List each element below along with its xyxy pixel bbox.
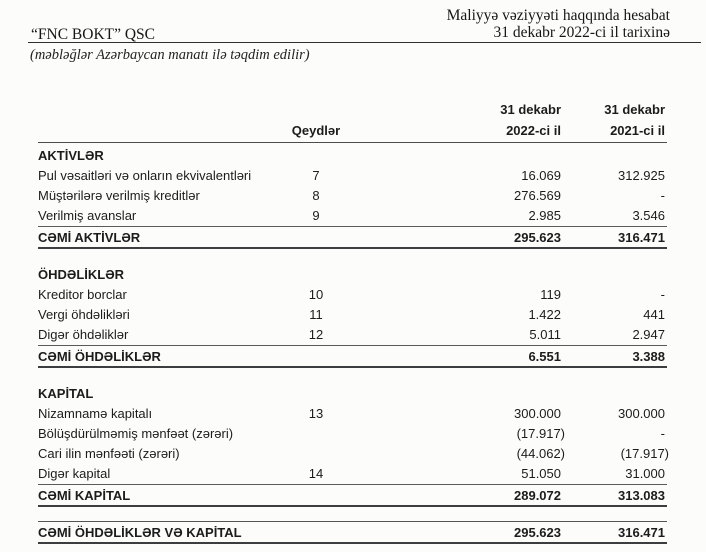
report-title-line1: Maliyyə vəziyyəti haqqında hesabat <box>446 7 670 24</box>
total-value-2021: 3.388 <box>632 349 665 364</box>
row-label: Verilmiş avanslar <box>38 208 137 223</box>
section-assets <box>38 146 667 249</box>
row-label: Digər öhdəliklər <box>38 327 129 342</box>
total-row-assets <box>38 226 667 249</box>
total-label: CƏMİ AKTİVLƏR <box>38 230 141 245</box>
total-label: CƏMİ KAPİTAL <box>38 488 131 503</box>
currency-note: (məbləğlər Azərbaycan manatı ilə təqdim edilir) <box>30 47 310 63</box>
row-value-2021: (17.917) <box>620 446 669 461</box>
grand-total-value-2021: 316.471 <box>618 525 665 540</box>
grand-total-value-2022: 295.623 <box>514 525 561 540</box>
row-value-2021: 2.947 <box>632 327 665 342</box>
table-header-row-1 <box>38 100 667 120</box>
row-value-2021: 3.546 <box>632 208 665 223</box>
col-header-2021-date: 31 dekabr <box>604 102 665 117</box>
balance-sheet-table <box>38 100 667 544</box>
total-value-2022: 6.551 <box>528 349 561 364</box>
table-row <box>38 464 667 484</box>
section-liabilities <box>38 265 667 368</box>
table-row <box>38 206 667 226</box>
row-label: Pul vəsaitləri və onların ekvivalentləri <box>38 168 252 183</box>
row-label: Bölüşdürülməmiş mənfəət (zərəri) <box>38 426 234 441</box>
grand-total-row <box>38 521 667 544</box>
table-row <box>38 424 667 444</box>
row-note: 12 <box>308 327 324 342</box>
row-value-2021: 441 <box>643 307 665 322</box>
report-title <box>447 7 670 41</box>
row-label: Cari ilin mənfəəti (zərəri) <box>38 446 180 461</box>
row-value-2022: 16.069 <box>521 168 561 183</box>
grand-total-label: CƏMİ ÖHDƏLİKLƏR VƏ KAPİTAL <box>38 525 242 540</box>
section-title: KAPİTAL <box>38 386 94 401</box>
row-label: Müştərilərə verilmiş kreditlər <box>38 188 200 203</box>
total-value-2022: 289.072 <box>514 488 561 503</box>
row-note: 14 <box>308 466 324 481</box>
table-row <box>38 285 667 305</box>
row-value-2022: (44.062) <box>516 446 565 461</box>
total-value-2021: 313.083 <box>618 488 665 503</box>
total-row-equity <box>38 484 667 507</box>
row-value-2022: 5.011 <box>529 327 561 342</box>
section-header-row <box>38 265 667 285</box>
row-value-2022: 119 <box>540 287 561 302</box>
section-title: AKTİVLƏR <box>38 148 104 163</box>
total-value-2022: 295.623 <box>514 230 561 245</box>
row-value-2022: 276.569 <box>514 188 561 203</box>
row-value-2022: 51.050 <box>521 466 561 481</box>
row-value-2021: - <box>660 287 665 302</box>
col-header-2021-year: 2021-ci il <box>610 123 665 138</box>
row-value-2022: 2.985 <box>528 208 561 223</box>
section-header-row <box>38 146 667 166</box>
col-header-2022-year: 2022-ci il <box>506 123 561 138</box>
company-name: “FNC BOKT” QSC <box>31 26 156 43</box>
row-label: Nizamnamə kapitalı <box>38 406 153 421</box>
row-note: 7 <box>312 168 320 183</box>
section-equity <box>38 384 667 507</box>
table-row <box>38 166 667 186</box>
row-label: Digər kapital <box>38 466 111 481</box>
row-value-2021: 31.000 <box>625 466 665 481</box>
table-row <box>38 444 667 464</box>
row-value-2021: 300.000 <box>618 406 665 421</box>
row-value-2022: 1.422 <box>528 307 561 322</box>
header-rule <box>28 42 701 43</box>
table-header-row-2 <box>38 120 667 143</box>
row-label: Kreditor borclar <box>38 287 127 302</box>
table-row <box>38 325 667 345</box>
row-label: Vergi öhdəlikləri <box>38 307 130 322</box>
col-header-2022-date: 31 dekabr <box>500 102 561 117</box>
row-value-2021: - <box>660 188 665 203</box>
total-row-liabilities <box>38 345 667 368</box>
report-title-line2: 31 dekabr 2022-ci il tarixinə <box>493 24 670 41</box>
row-value-2021: 312.925 <box>618 168 665 183</box>
total-value-2021: 316.471 <box>618 230 665 245</box>
total-label: CƏMİ ÖHDƏLİKLƏR <box>38 349 161 364</box>
row-note: 8 <box>312 188 320 203</box>
row-note: 13 <box>308 406 324 421</box>
col-header-notes: Qeydlər <box>291 123 341 138</box>
table-row <box>38 186 667 206</box>
table-row <box>38 305 667 325</box>
row-value-2021: - <box>660 426 665 441</box>
row-value-2022: 300.000 <box>514 406 561 421</box>
row-note: 10 <box>308 287 324 302</box>
row-note: 11 <box>309 307 323 322</box>
table-row <box>38 404 667 424</box>
row-note: 9 <box>312 208 320 223</box>
section-header-row <box>38 384 667 404</box>
table-header <box>38 100 667 143</box>
row-value-2022: (17.917) <box>516 426 565 441</box>
section-title: ÖHDƏLİKLƏR <box>38 267 125 282</box>
